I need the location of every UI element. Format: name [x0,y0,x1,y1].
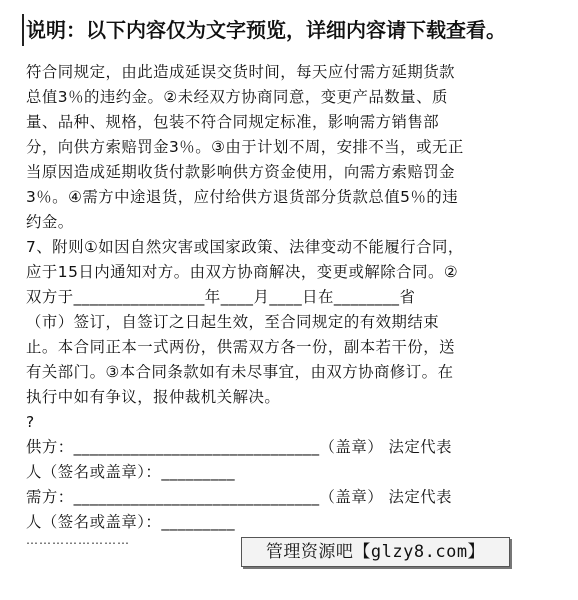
body-line: 双方于________________年____月____日在________省 [26,288,416,306]
buyer-representative-line: 人（签名或盖章）：_________ [26,513,236,531]
document-body [26,60,546,535]
body-line: 量、品种、规格，包装不符合同规定标准，影响需方销售部 [26,113,440,131]
body-line: 应于15日内通知对方。由双方协商解决，变更或解除合同。② [26,263,459,281]
body-line: 符合同规定，由此造成延误交货时间，每天应付需方延期货款 [26,63,456,81]
body-line: 分，向供方索赔罚金3％。③由于计划不周，安排不当，或无正 [26,138,464,156]
body-line: 有关部门。③本合同条款如有未尽事宜，由双方协商修订。在 [26,363,454,381]
site-watermark-badge: 管理资源吧【glzy8.com】 [241,537,510,567]
body-line: 3％。④需方中途退货，应付给供方退货部分货款总值5％的违 [26,188,459,206]
body-line: 止。本合同正本一式两份，供需双方各一份，副本若干份，送 [26,338,456,356]
body-line: 总值3％的违约金。②未经双方协商同意，变更产品数量、质 [26,88,448,106]
supplier-signature-line: 供方：______________________________（盖章） 法定代表 [26,438,453,456]
body-line: （市）签订，自签订之日起生效，至合同规定的有效期结束 [26,313,440,331]
body-line: 约金。 [26,213,74,231]
body-line: 执行中如有争议，报仲裁机关解决。 [26,388,281,406]
dotted-leader: …………………… [26,533,130,547]
preview-notice: 说明：以下内容仅为文字预览，详细内容请下载查看。 [22,14,576,46]
body-line: 7、附则①如因自然灾害或国家政策、法律变动不能履行合同， [26,238,464,256]
body-line: ? [26,413,35,431]
supplier-representative-line: 人（签名或盖章）：_________ [26,463,236,481]
body-line: 当原因造成延期收货付款影响供方资金使用，向需方索赔罚金 [26,163,456,181]
buyer-signature-line: 需方：______________________________（盖章） 法定代表 [26,488,453,506]
